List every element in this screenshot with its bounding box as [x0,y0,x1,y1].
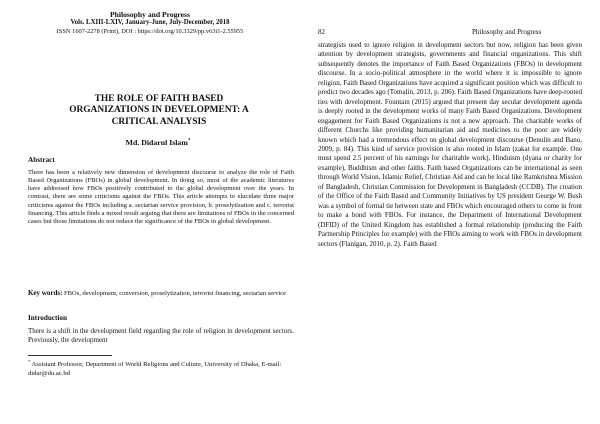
author-footnote [28,358,294,378]
introduction-text: There is a shift in the development field regarding the role of religion in development sectors. Previously, the development [28,327,294,345]
footnote-mark: * [28,359,31,364]
footnote-text: Assistant Professor, Department of World Religions and Culture, University of Dhaka, E-mail: didar@du.ac.bd [28,361,282,377]
issn-doi-line: ISSN 1607-2278 (Print), DOI : https://doi.org/10.3329/pp.v63i1-2.55955 [56,27,244,35]
volume-line: Vols. LXIII-LXIV, January-June, July-December, 2018 [70,19,230,26]
keywords-line [28,289,294,298]
footnote-rule [28,355,112,356]
abstract-text: There has been a relatively new dimension of development discourse to analyze the role of Faith Based Organizations (FBOs) in global development. In doing so, most of the academic literatures have addressed how FBOs positively contributed to the global development over the years. In contrast, there are some criticisms against the FBOs. This article attempts to elucidate three major criticisms against the FBOs including a. sectarian service provision, b. proselytization and c. terrorist financing. This article finds a mixed result arguing that there are limitations of FBOs in the concerned cases but those limitations do not reduce the significance of the FBOs in global development. [28,169,294,225]
body-text: strategists used to ignore religion in development sectors but now, religion has been given attention by development strategists, governments and financial organizations. This shift subsequently denotes the importance of Faith Based Organizations (FBOs) in development discourse. In a socio-political atmosphere in the world where it is impossible to ignore religion, Faith Based Organizations have acquired a significant position which was difficult to predict two decades ago (Tomalin, 2013, p. 206). Faith Based Organizations have deep-rooted ties with development. Fountain (2015) argued that present day secular development agenda is deeply rooted in the development works of many Faith Based Organizations. Development engagement for Faith Based Organizations is not a new approach. The charitable works of different Churchs like providing humanitarian aid and medicines to the poor are widely known which had a tremendous effect on global development discourse (Denulin and Bano, 2009, p. 84). This kind of service provision is also rooted in Islam (zakat for example. One must spend 2.5 percent of his earnings for charitable work), Hinduism (dyana or charity for example), Buddhism and other faiths. Faith based Organizations can be international as seen through World Vision, Islamic Relief, Christian Aid and can be local like Ramkrishna Mission of Bangladesh, Christian Commission for Development in Bangladesh (CCDB). The creation of the Office of the Faith Based and Community Initiatives by US president George W. Bush was a symbol of formal tie between state and FBOs which encouraged others to come in front to make a bond with FBOs. For instance, the Department of International Development (DFID) of the United Kingdom has established a formal relationship (producing the Faith Partnership Principles for example) with the FBOs aiming to work with FBOs in development sectors (Flanigan, 2010, p. 2). Faith Based [318,41,582,248]
running-head: Philosophy and Progress [472,28,542,36]
keywords-label: Key words: [28,289,63,297]
introduction-heading: Introduction [28,314,68,322]
journal-title: Philosophy and Progress [110,10,190,19]
abstract-heading: Abstract [28,156,55,164]
journal-header [0,10,300,36]
article-title: THE ROLE OF FAITH BASED ORGANIZATIONS IN DEVELOPMENT: A CRITICAL ANALYSIS [69,94,249,127]
keywords-text: FBOs, development, conversion, proselytization, terrorist financing, sectarian service [64,290,287,297]
author-name: Md. Didarul Islam [125,138,188,147]
page-number: 82 [318,28,325,36]
author-footnote-mark: * [187,138,191,144]
right-page [302,0,600,424]
author-line [0,138,300,147]
